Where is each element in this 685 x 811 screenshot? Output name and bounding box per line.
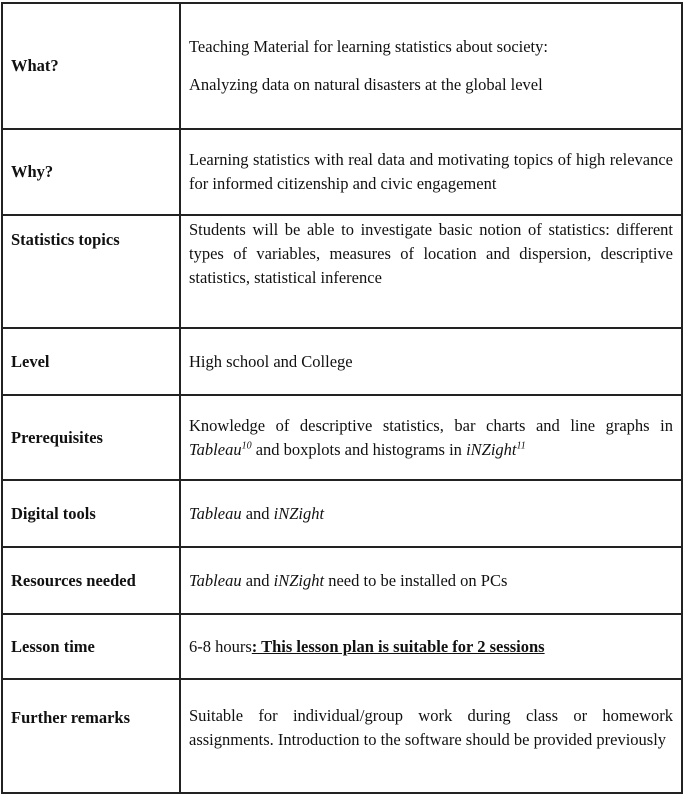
tool-name: iNZight [273,570,325,590]
tool-name: Tableau [189,439,242,459]
value-text: and boxplots and histograms in [251,439,467,459]
row-why [2,129,682,215]
value-text: need to be installed on PCs [324,570,508,590]
footnote-ref: 11 [516,440,526,451]
tool-name: iNZight [466,439,517,459]
value-line: Teaching Material for learning statistics about society: [189,37,548,56]
row-what [2,3,682,129]
row-resources-needed [2,547,682,614]
row-label: Prerequisites [2,395,180,480]
footnote-ref: 10 [241,440,252,451]
value-text: and [241,503,274,523]
tool-name: iNZight [273,503,325,523]
row-label: Level [2,328,180,395]
value-text: Knowledge of descriptive statistics, bar charts and line graphs in [189,415,673,435]
row-statistics-topics [2,215,682,328]
row-label: Why? [2,129,180,215]
row-value [180,547,682,614]
row-value [180,480,682,547]
row-label: Statistics topics [2,215,180,328]
value-text: 6-8 hours [189,636,252,656]
row-level [2,328,682,395]
row-value: Learning statistics with real data and motivating topics of high relevance for informed citizenship and civic engagement [180,129,682,215]
row-value [180,614,682,679]
row-label: Further remarks [2,679,180,793]
row-label: Resources needed [2,547,180,614]
row-label: Lesson time [2,614,180,679]
row-lesson-time [2,614,682,679]
value-line: Analyzing data on natural disasters at the global level [189,75,543,94]
row-value [180,395,682,480]
row-further-remarks [2,679,682,793]
value-text: and [241,570,274,590]
tool-name: Tableau [189,503,242,523]
row-label: Digital tools [2,480,180,547]
emphasis-text: : This lesson plan is suitable for 2 sessions [251,636,545,656]
row-digital-tools [2,480,682,547]
row-value [180,3,682,129]
row-value: Suitable for individual/group work during class or homework assignments. Introduction to the software should be provided previously [180,679,682,793]
lesson-plan-table [1,2,683,794]
row-value: Students will be able to investigate basic notion of statistics: different types of variables, measures of location and dispersion, descriptive statistics, statistical inference [180,215,682,328]
row-label: What? [2,3,180,129]
row-prerequisites [2,395,682,480]
row-value: High school and College [180,328,682,395]
tool-name: Tableau [189,570,242,590]
